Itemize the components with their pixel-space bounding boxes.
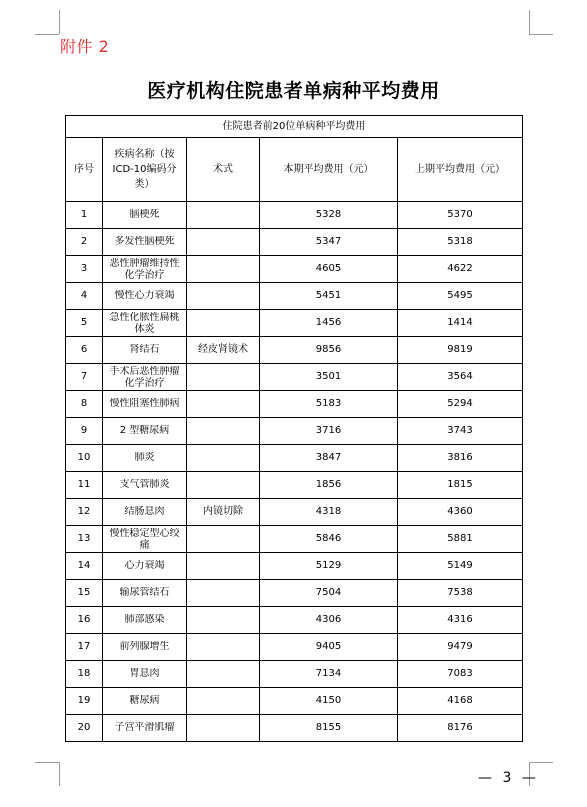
cell-previous-cost: 4360 (398, 499, 523, 526)
disease-name-text: 子宫平滑肌瘤 (114, 722, 175, 734)
cell-disease-name (103, 445, 187, 472)
table-row (66, 445, 523, 472)
document-title: 医疗机构住院患者单病种平均费用 (147, 80, 440, 102)
cell-disease-name (103, 607, 187, 634)
cell-previous-cost: 5495 (398, 283, 523, 310)
disease-name-text: 手术后恶性肿瘤化学治疗 (109, 366, 180, 388)
cell-previous-cost: 7538 (398, 580, 523, 607)
cell-index: 3 (66, 256, 103, 283)
cell-current-cost: 4318 (260, 499, 398, 526)
table-row (66, 364, 523, 391)
disease-name-text: 慢性阻塞性肺病 (109, 398, 180, 410)
disease-name-text: 恶性肿瘤维持性化学治疗 (109, 258, 180, 280)
cell-index: 12 (66, 499, 103, 526)
table-row (66, 634, 523, 661)
cell-current-cost: 1456 (260, 310, 398, 337)
cell-disease-name (103, 553, 187, 580)
table-row (66, 715, 523, 742)
header-procedure: 术式 (187, 138, 260, 202)
cell-index: 5 (66, 310, 103, 337)
cell-procedure (187, 202, 260, 229)
cell-current-cost: 9405 (260, 634, 398, 661)
attachment-label: 附件 2 (60, 37, 110, 56)
cell-index: 10 (66, 445, 103, 472)
cell-current-cost: 5347 (260, 229, 398, 256)
cell-current-cost: 5328 (260, 202, 398, 229)
table-caption-row (66, 116, 523, 138)
cell-previous-cost: 3564 (398, 364, 523, 391)
cell-index: 9 (66, 418, 103, 445)
cell-procedure (187, 688, 260, 715)
cell-disease-name (103, 661, 187, 688)
table-row (66, 202, 523, 229)
disease-name-text: 胃息肉 (129, 668, 160, 680)
cell-disease-name (103, 391, 187, 418)
cell-index: 20 (66, 715, 103, 742)
cell-procedure (187, 256, 260, 283)
table-row (66, 337, 523, 364)
cell-procedure (187, 283, 260, 310)
cell-procedure (187, 445, 260, 472)
cell-current-cost: 1856 (260, 472, 398, 499)
cell-current-cost: 5451 (260, 283, 398, 310)
cell-procedure (187, 553, 260, 580)
cell-index: 1 (66, 202, 103, 229)
cell-current-cost: 3716 (260, 418, 398, 445)
cell-index: 2 (66, 229, 103, 256)
cell-index: 14 (66, 553, 103, 580)
cell-current-cost: 5183 (260, 391, 398, 418)
cell-previous-cost: 7083 (398, 661, 523, 688)
disease-name-text: 肾结石 (129, 344, 160, 356)
disease-name-text: 输尿管结石 (119, 587, 170, 599)
cell-procedure (187, 526, 260, 553)
cell-previous-cost: 5294 (398, 391, 523, 418)
cell-disease-name (103, 337, 187, 364)
cell-procedure (187, 580, 260, 607)
cell-previous-cost: 5370 (398, 202, 523, 229)
cell-procedure: 经皮肾镜术 (187, 337, 260, 364)
cell-disease-name (103, 688, 187, 715)
cell-procedure (187, 391, 260, 418)
crop-mark-top-right (529, 34, 553, 35)
cell-procedure (187, 607, 260, 634)
table-row (66, 526, 523, 553)
disease-name-text: 前列腺增生 (119, 641, 170, 653)
cell-procedure (187, 310, 260, 337)
table-row (66, 418, 523, 445)
cell-disease-name (103, 472, 187, 499)
cell-procedure (187, 661, 260, 688)
cell-disease-name (103, 499, 187, 526)
cell-disease-name (103, 526, 187, 553)
cell-index: 17 (66, 634, 103, 661)
table-header-row (66, 138, 523, 202)
cell-disease-name (103, 418, 187, 445)
table-row (66, 256, 523, 283)
cell-current-cost: 3847 (260, 445, 398, 472)
disease-name-text: 肺部感染 (124, 614, 165, 626)
disease-name-text: 急性化脓性扁桃体炎 (109, 312, 180, 334)
disease-name-text: 糖尿病 (129, 695, 160, 707)
disease-name-text: 脑梗死 (129, 209, 160, 221)
cell-previous-cost: 5318 (398, 229, 523, 256)
header-previous-cost: 上期平均费用（元） (398, 138, 523, 202)
cell-index: 16 (66, 607, 103, 634)
disease-name-text: 肺炎 (134, 452, 155, 464)
cell-current-cost: 4306 (260, 607, 398, 634)
cell-previous-cost: 5149 (398, 553, 523, 580)
cell-index: 4 (66, 283, 103, 310)
header-index: 序号 (66, 138, 103, 202)
cell-index: 6 (66, 337, 103, 364)
page-number: — 3 — (478, 770, 539, 786)
cell-disease-name (103, 310, 187, 337)
cell-current-cost: 5846 (260, 526, 398, 553)
cell-procedure (187, 418, 260, 445)
disease-name-text: 慢性心力衰竭 (114, 290, 175, 302)
table-row (66, 607, 523, 634)
table-row (66, 661, 523, 688)
cell-previous-cost: 1414 (398, 310, 523, 337)
cell-current-cost: 4605 (260, 256, 398, 283)
table-row (66, 499, 523, 526)
cell-disease-name (103, 580, 187, 607)
cell-index: 19 (66, 688, 103, 715)
table-row (66, 310, 523, 337)
cell-disease-name (103, 283, 187, 310)
cell-previous-cost: 1815 (398, 472, 523, 499)
table-row (66, 472, 523, 499)
table-row (66, 688, 523, 715)
disease-name-text: 多发性脑梗死 (114, 236, 175, 248)
cell-index: 15 (66, 580, 103, 607)
disease-name-text: 心力衰竭 (124, 560, 165, 572)
header-current-cost: 本期平均费用（元） (260, 138, 398, 202)
cell-previous-cost: 9819 (398, 337, 523, 364)
cell-current-cost: 7134 (260, 661, 398, 688)
crop-mark-top-left (35, 34, 59, 35)
table-row (66, 283, 523, 310)
cell-index: 8 (66, 391, 103, 418)
crop-mark-bottom-right (529, 762, 553, 763)
cell-previous-cost: 8176 (398, 715, 523, 742)
disease-name-text: 结肠息肉 (124, 506, 165, 518)
table-caption: 住院患者前20位单病种平均费用 (66, 116, 523, 138)
cell-procedure (187, 364, 260, 391)
table-body (66, 202, 523, 742)
header-disease (103, 138, 187, 202)
cell-current-cost: 4150 (260, 688, 398, 715)
table-row (66, 391, 523, 418)
disease-name-text: 支气管肺炎 (119, 479, 170, 491)
cell-disease-name (103, 715, 187, 742)
cell-procedure (187, 229, 260, 256)
cell-procedure: 内镜切除 (187, 499, 260, 526)
crop-mark-top-right (529, 10, 530, 34)
header-disease-text: 疾病名称（按ICD-10编码分类） (112, 149, 177, 190)
cell-disease-name (103, 634, 187, 661)
cell-current-cost: 8155 (260, 715, 398, 742)
table-row (66, 580, 523, 607)
cell-previous-cost: 3816 (398, 445, 523, 472)
cell-disease-name (103, 202, 187, 229)
cell-index: 7 (66, 364, 103, 391)
cell-disease-name (103, 364, 187, 391)
cell-disease-name (103, 229, 187, 256)
cell-previous-cost: 5881 (398, 526, 523, 553)
cell-current-cost: 9856 (260, 337, 398, 364)
cell-previous-cost: 9479 (398, 634, 523, 661)
cell-procedure (187, 472, 260, 499)
cell-current-cost: 3501 (260, 364, 398, 391)
cell-previous-cost: 4622 (398, 256, 523, 283)
cell-disease-name (103, 256, 187, 283)
cell-previous-cost: 4316 (398, 607, 523, 634)
crop-mark-top-left (59, 10, 60, 34)
crop-mark-bottom-left (59, 762, 60, 786)
cell-procedure (187, 634, 260, 661)
cell-index: 11 (66, 472, 103, 499)
cell-index: 18 (66, 661, 103, 688)
table-row (66, 229, 523, 256)
disease-name-text: 慢性稳定型心绞痛 (109, 528, 180, 550)
cell-procedure (187, 715, 260, 742)
cell-current-cost: 5129 (260, 553, 398, 580)
crop-mark-bottom-left (35, 762, 59, 763)
disease-name-text: 2 型糖尿病 (119, 425, 170, 437)
table-row (66, 553, 523, 580)
cell-index: 13 (66, 526, 103, 553)
fee-table (65, 115, 523, 742)
cell-previous-cost: 3743 (398, 418, 523, 445)
cell-previous-cost: 4168 (398, 688, 523, 715)
cell-current-cost: 7504 (260, 580, 398, 607)
